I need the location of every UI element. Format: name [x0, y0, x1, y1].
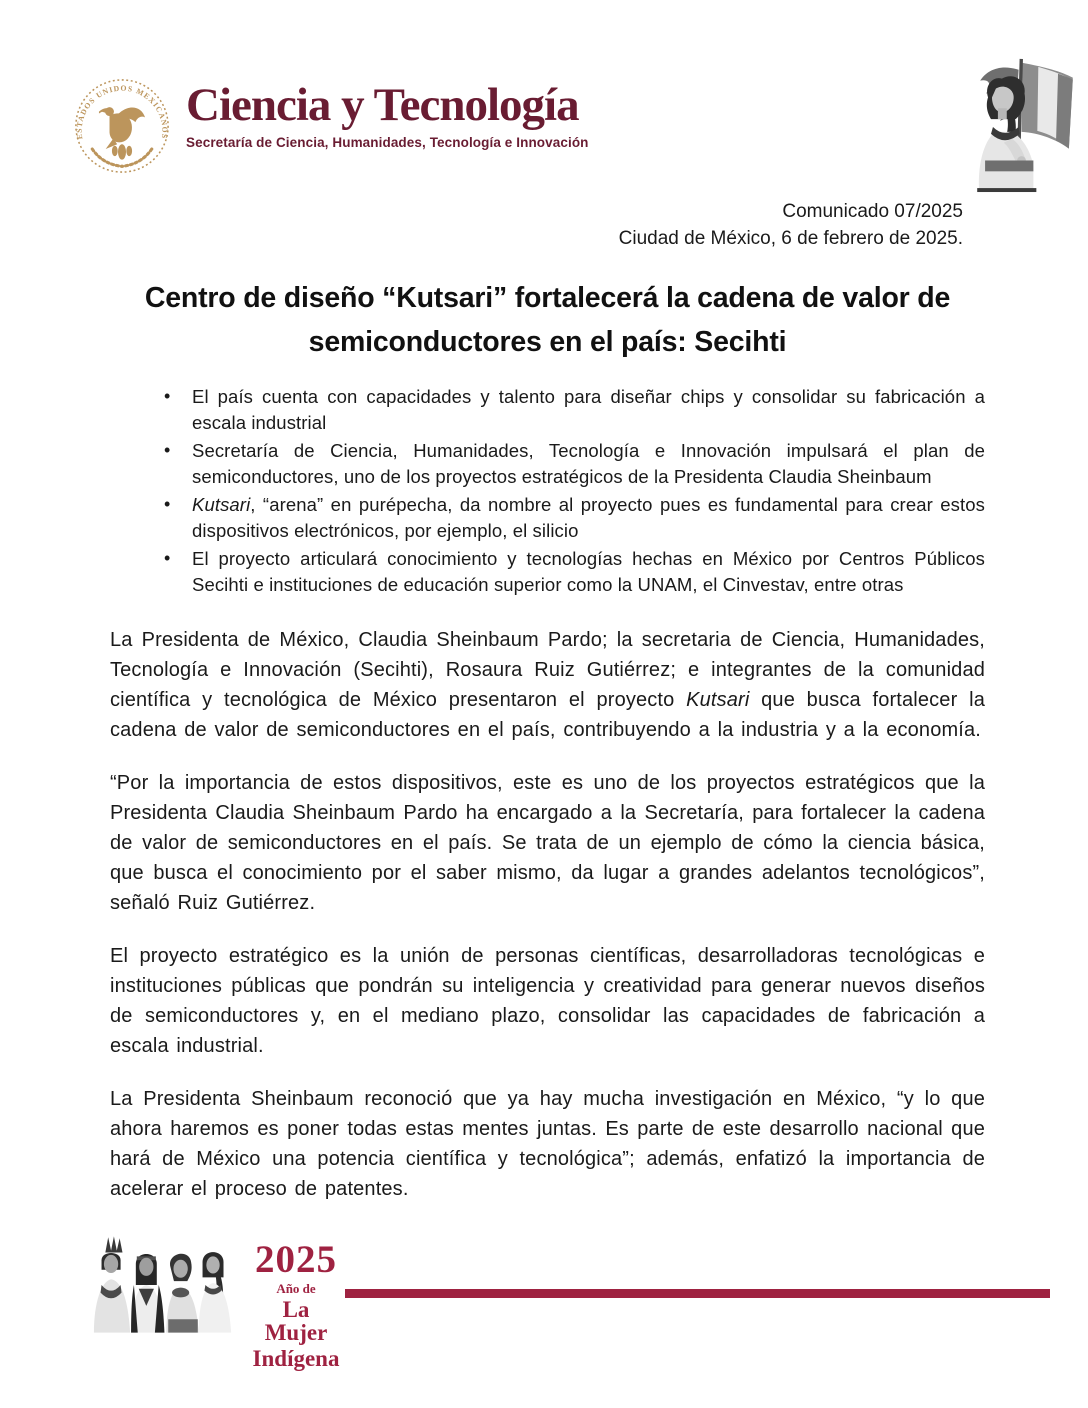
emblem-line1: Año de — [276, 1281, 316, 1296]
header — [74, 76, 589, 176]
footer-accent-bar — [345, 1289, 1050, 1298]
bullet-text: El proyecto articulará conocimiento y tecnologías hechas en México por Centros Públicos Secihti e instituciones de educación superior como la UNAM, el Cinvestav, entre otras — [192, 548, 985, 595]
woman-with-flag-illustration — [902, 56, 1080, 194]
city-date: Ciudad de México, 6 de febrero de 2025. — [618, 228, 963, 249]
year-emblem — [252, 1240, 340, 1370]
bullet-icon: • — [164, 440, 171, 460]
body-copy — [110, 625, 985, 1204]
emblem-line3: Indígena — [252, 1346, 340, 1371]
list-item — [162, 384, 985, 435]
bullet-text: Kutsari, “arena” en purépecha, da nombre al proyecto pues es fundamental para crear estos dispositivos electrónicos, por ejemplo, el silicio — [192, 494, 985, 541]
seal-text: ESTADOS UNIDOS MEXICANOS — [74, 83, 170, 140]
bullet-icon: • — [164, 494, 171, 514]
dateline-block — [110, 198, 985, 252]
brand-block — [186, 76, 589, 150]
bullet-text: El país cuenta con capacidades y talento para diseñar chips y consolidar su fabricación a escala industrial — [192, 386, 985, 433]
body-paragraph: La Presidenta de México, Claudia Sheinbaum Pardo; la secretaria de Ciencia, Humanidades, Tecnología e Innovación (Secihti), Rosaura Ruiz Gutiérrez; e integrantes de la comunidad científica y tecnológica de México presentaron el proyecto Kutsari que busca fortalecer la cadena de valor de semiconductores en el país, contribuyendo a la industria y a la economía. — [110, 629, 985, 741]
bullet-text: Secretaría de Ciencia, Humanidades, Tecnología e Innovación impulsará el plan de semiconductores, uno de los proyectos estratégicos de la Presidenta Claudia Sheinbaum — [192, 440, 985, 487]
body-paragraph: El proyecto estratégico es la unión de personas científicas, desarrolladoras tecnológicas e instituciones públicas que pondrán su inteligencia y creatividad para generar nuevos diseños de semiconductores y, en el mediano plazo, consolidar las capacidades de fabricación a escala industrial. — [110, 945, 985, 1057]
indigenous-women-illustration — [92, 1234, 254, 1334]
page-title: Centro de diseño “Kutsari” fortalecerá la cadena de valor de semiconductores en el país: Secihti — [144, 282, 951, 358]
bullet-icon: • — [164, 548, 171, 568]
list-item — [162, 438, 985, 489]
document-body — [110, 198, 985, 1227]
highlights-list — [110, 384, 985, 597]
body-paragraph: “Por la importancia de estos dispositivos, este es uno de los proyectos estratégicos que la Presidenta Claudia Sheinbaum Pardo ha encargado a la Secretaría, para fortalecer la cadena de valor de semiconductores en el país. Se trata de un ejemplo de cómo la ciencia básica, que busca el conocimiento por el saber mismo, da lugar a grandes adelantos tecnológicos”, señaló Ruiz Gutiérrez. — [110, 772, 985, 914]
bullet-icon: • — [164, 386, 171, 406]
body-paragraph: La Presidenta Sheinbaum reconoció que ya hay mucha investigación en México, “y lo que ahora haremos es poner todas estas mentes juntas. Es parte de este desarrollo nacional que hará de México una potencia científica y tecnológica”; además, enfatizó la importancia de acelerar el proceso de patentes. — [110, 1088, 985, 1200]
list-item — [162, 492, 985, 543]
emblem-year: 2025 — [255, 1238, 337, 1281]
emblem-line2: La Mujer — [264, 1297, 328, 1345]
eagle-glyph — [99, 107, 145, 159]
list-item — [162, 546, 985, 597]
brand-title: Ciencia y Tecnología — [186, 79, 579, 131]
mexico-coat-of-arms-icon — [74, 76, 170, 176]
brand-subtitle: Secretaría de Ciencia, Humanidades, Tecnología e Innovación — [186, 135, 589, 150]
comunicado-number: Comunicado 07/2025 — [782, 201, 963, 222]
